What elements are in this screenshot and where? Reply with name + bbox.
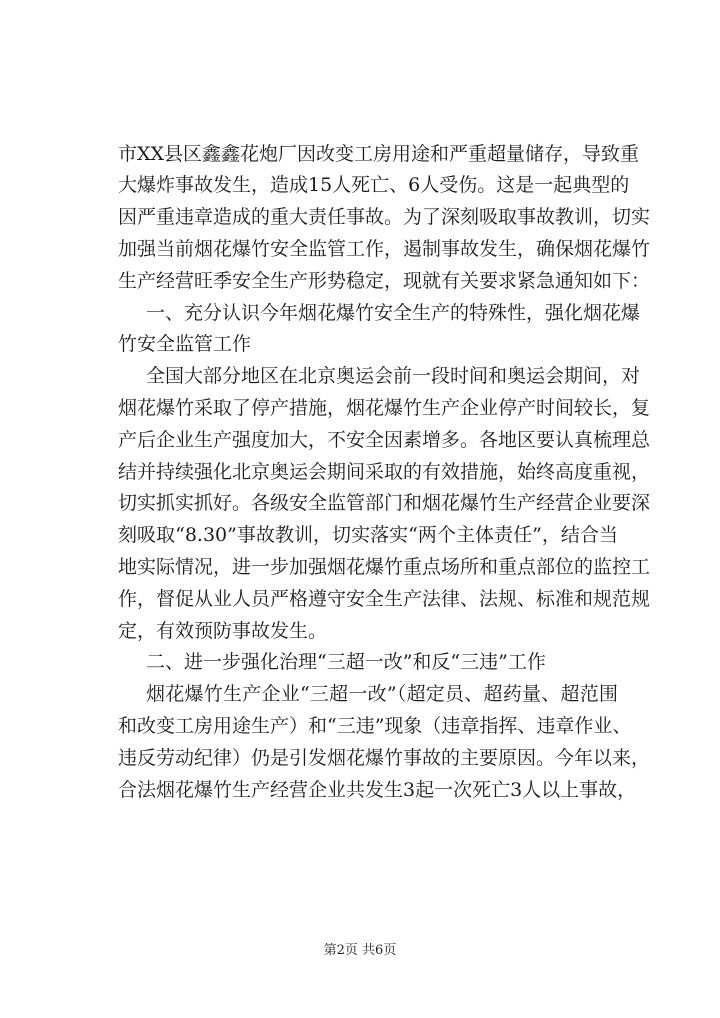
text-line: 地实际情况，进一步加强烟花爆竹重点场所和重点部位的监控工 xyxy=(118,556,651,578)
text-line: 结并持续强化北京奥运会期间采取的有效措施，始终高度重视， xyxy=(118,461,651,483)
text-line: 和改变工房用途生产）和“三违”现象（违章指挥、违章作业、 xyxy=(118,715,632,737)
text-line: 切实抓实抓好。各级安全监管部门和烟花爆竹生产经营企业要深 xyxy=(118,492,651,514)
text-line: 违反劳动纪律）仍是引发烟花爆竹事故的主要原因。今年以来， xyxy=(118,747,651,769)
text-line: 烟花爆竹生产企业“三超一改”（超定员、超药量、超范围 xyxy=(146,683,618,705)
text-line: 大爆炸事故发生，造成15人死亡、6人受伤。这是一起典型的 xyxy=(118,174,630,196)
text-line: 烟花爆竹采取了停产措施，烟花爆竹生产企业停产时间较长，复 xyxy=(118,397,651,419)
text-line: 全国大部分地区在北京奥运会前一段时间和奥运会期间，对 xyxy=(146,365,641,387)
section-heading: 二、进一步强化治理“三超一改”和反“三违”工作 xyxy=(146,651,546,673)
text-line: 合法烟花爆竹生产经营企业共发生3起一次死亡3人以上事故， xyxy=(118,779,637,801)
text-line: 刻吸取“8.30”事故教训，切实落实“两个主体责任”，结合当 xyxy=(118,524,618,546)
text-line: 生产经营旺季安全生产形势稳定，现就有关要求紧急通知如下： xyxy=(118,270,651,292)
text-line: 加强当前烟花爆竹安全监管工作，遏制事故发生，确保烟花爆竹 xyxy=(118,238,651,260)
text-line: 作，督促从业人员严格遵守安全生产法律、法规、标准和规范规 xyxy=(118,588,651,610)
page-number-footer: 第2页 共6页 xyxy=(323,943,397,958)
text-line: 定，有效预防事故发生。 xyxy=(118,620,328,642)
section-heading-continued: 竹安全监管工作 xyxy=(118,333,252,355)
text-line: 因严重违章造成的重大责任事故。为了深刻吸取事故教训，切实 xyxy=(118,206,651,228)
text-line: 产后企业生产强度加大，不安全因素增多。各地区要认真梳理总 xyxy=(118,429,651,451)
section-heading: 一、充分认识今年烟花爆竹安全生产的特殊性，强化烟花爆 xyxy=(146,302,641,324)
text-line: 市XX县区鑫鑫花炮厂因改变工房用途和严重超量储存，导致重 xyxy=(118,143,640,165)
